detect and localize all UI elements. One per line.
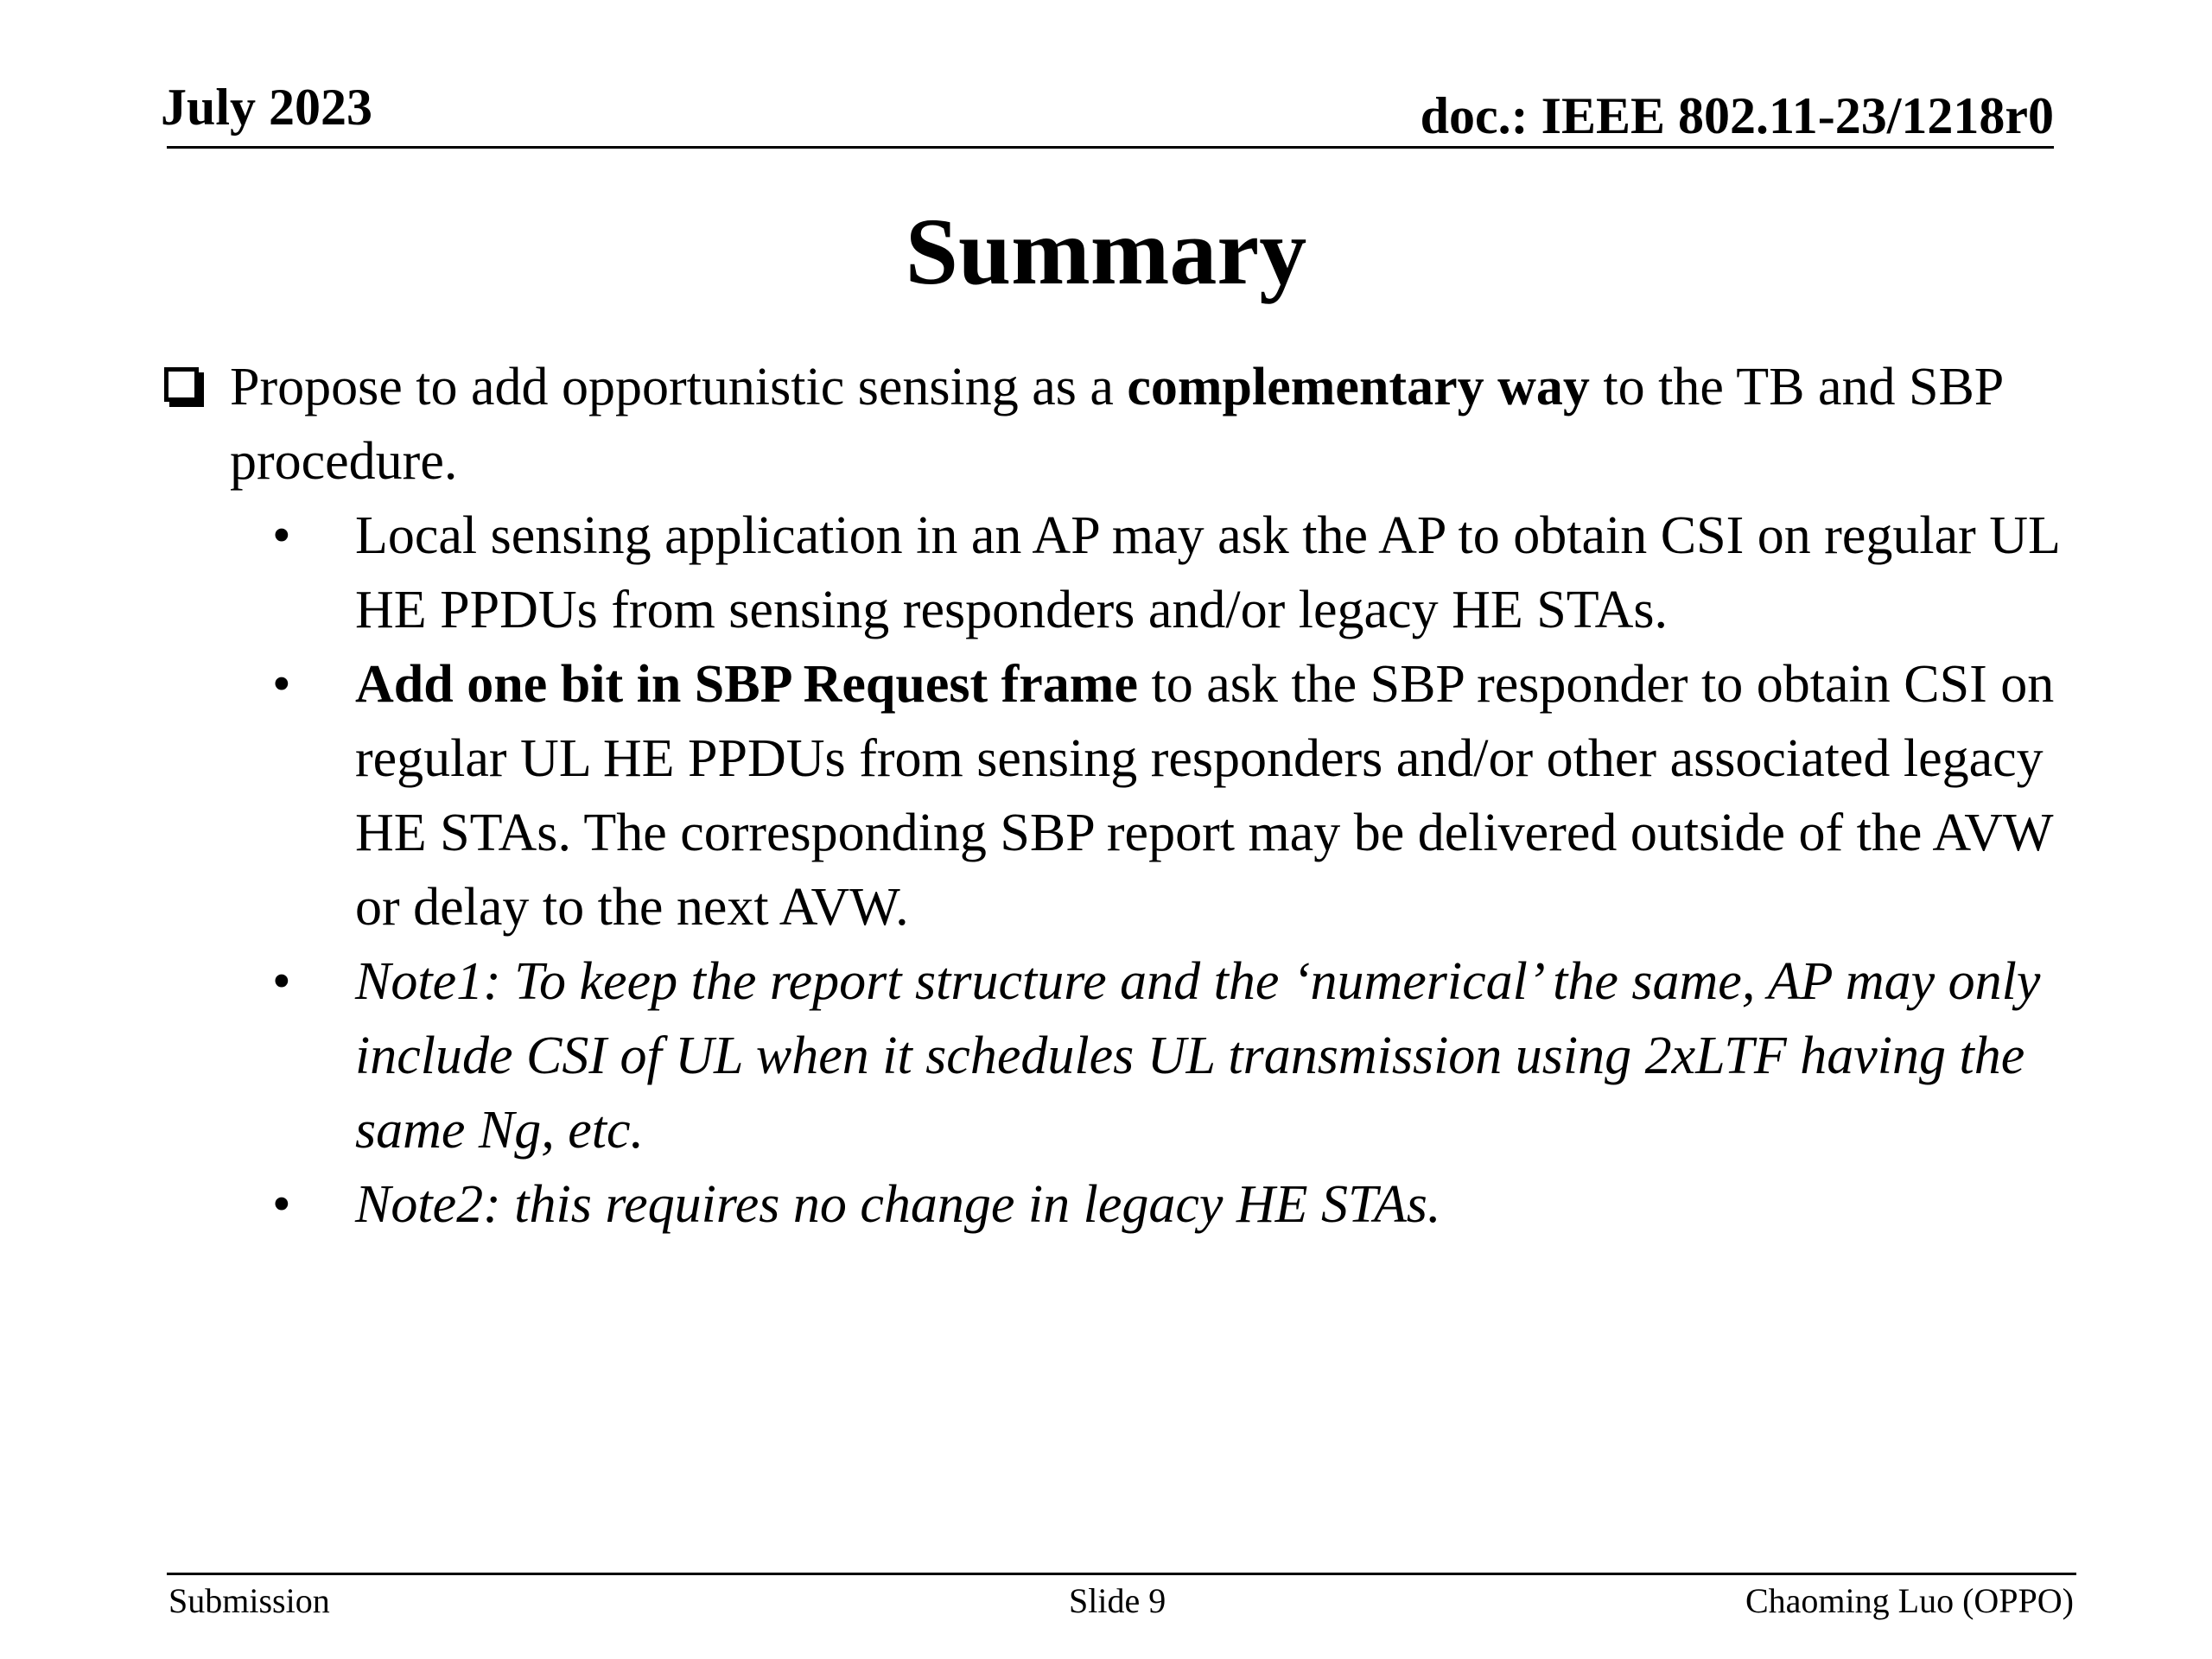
header-date: July 2023 xyxy=(161,79,373,136)
sub-bullet-local-sensing xyxy=(164,499,2100,647)
bullet-dot: • xyxy=(272,506,291,565)
bullet-dot: • xyxy=(272,655,291,714)
sub-bullet-text: Note2: this requires no change in legacy HE STAs. xyxy=(355,1175,1441,1234)
footer-author: Chaoming Luo (OPPO) xyxy=(1745,1581,2074,1620)
footer-divider xyxy=(167,1573,2076,1575)
sub-bullet-bold: Add one bit in SBP Request frame xyxy=(355,655,1138,714)
slide-body xyxy=(164,350,2100,1242)
slide-title: Summary xyxy=(905,199,1307,304)
sub-bullet-text: Local sensing application in an AP may ask the AP to obtain CSI on regular UL HE PPDUs from sensing responders and/or legacy HE STAs. xyxy=(355,506,2059,639)
sub-bullet-note1 xyxy=(164,944,2100,1167)
bullet-dot: • xyxy=(272,952,291,1011)
main-bullet-text-before: Propose to add opportunistic sensing as a xyxy=(230,358,1128,416)
footer-submission: Submission xyxy=(168,1581,330,1620)
header-divider xyxy=(167,146,2054,149)
sub-bullet-sbp-request xyxy=(164,647,2100,944)
hollow-square-bullet-icon xyxy=(164,367,199,402)
footer-slide-number: Slide 9 xyxy=(1069,1581,1166,1620)
bullet-dot: • xyxy=(272,1175,291,1234)
sub-bullet-text: to ask the SBP responder to obtain CSI on regular UL HE PPDUs from sensing responders and/or other associated legacy HE STAs. The corresponding SBP report may be delivered outside of the AVW or delay to the next AVW. xyxy=(355,655,2055,937)
sub-bullet-note2 xyxy=(164,1167,2100,1242)
main-bullet-text-after: to the TB and SBP procedure. xyxy=(230,358,2002,491)
sub-bullet-text: Note1: To keep the report structure and the ‘numerical’ the same, AP may only include CSI of UL when it schedules UL transmission using 2xLTF having the same Ng, etc. xyxy=(355,952,2041,1160)
main-bullet-bold: complementary way xyxy=(1127,358,1590,416)
main-bullet xyxy=(164,350,2100,499)
header-doc-id: doc.: IEEE 802.11-23/1218r0 xyxy=(1420,87,2054,144)
